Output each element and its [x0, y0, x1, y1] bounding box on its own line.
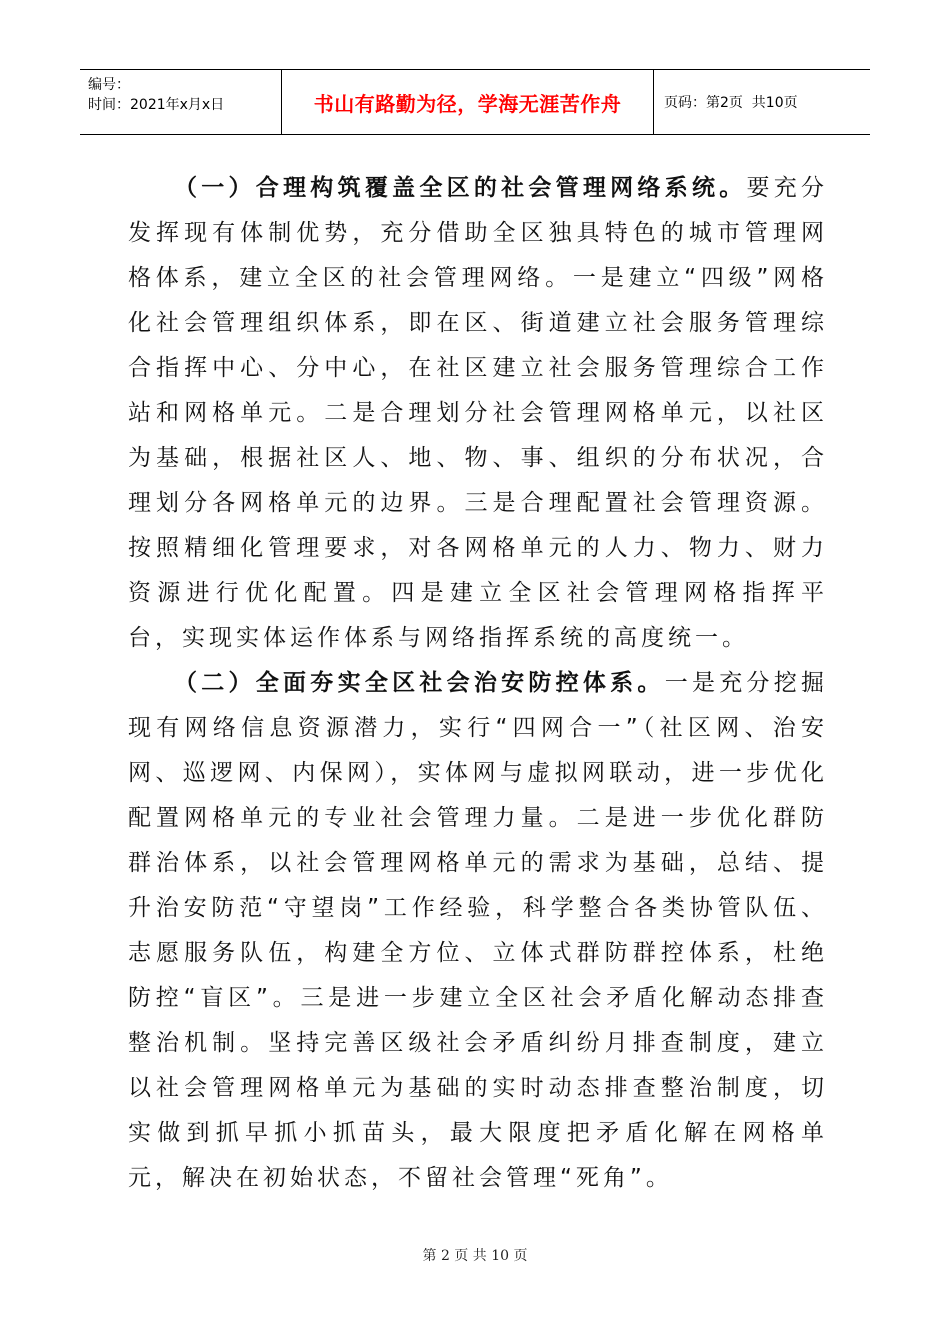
number-label: 编号：	[88, 77, 130, 93]
page-info-text: 页码：第2页 共10页	[664, 95, 798, 111]
paragraph-1-heading: （一）合理构筑覆盖全区的社会管理网络系统。	[174, 175, 747, 201]
time-label: 时间：2021年x月x日	[88, 97, 225, 113]
header-meta	[80, 70, 282, 134]
document-header	[80, 69, 870, 135]
header-page-info	[654, 70, 870, 134]
paragraph-1-text: 要充分发挥现有体制优势，充分借助全区独具特色的城市管理网格体系，建立全区的社会管理网络。一是建立“四级”网格化社会管理组织体系，即在区、街道建立社会服务管理综合指挥中心、分中心，在社区建立社会服务管理综合工作站和网格单元。二是合理划分社会管理网格单元，以社区为基础，根据社区人、地、物、事、组织的分布状况，合理划分各网格单元的边界。三是合理配置社会管理资源。按照精细化管理要求，对各网格单元的人力、物力、财力资源进行优化配置。四是建立全区社会管理网格指挥平台，实现实体运作体系与网络指挥系统的高度统一。	[128, 175, 829, 651]
paragraph-2-heading: （二）全面夯实全区社会治安防控体系。	[174, 670, 665, 696]
document-body	[128, 166, 828, 1201]
page-footer: 第 2 页 共 10 页	[422, 1248, 528, 1264]
paragraph-2-text: 一是充分挖掘现有网络信息资源潜力，实行“四网合一”（社区网、治安网、巡逻网、内保网），实体网与虚拟网联动，进一步优化配置网格单元的专业社会管理力量。二是进一步优化群防群治体系，以社会管理网格单元的需求为基础，总结、提升治安防范“守望岗”工作经验，科学整合各类协管队伍、志愿服务队伍，构建全方位、立体式群防群控体系，杜绝防控“盲区”。三是进一步建立全区社会矛盾化解动态排查整治机制。坚持完善区级社会矛盾纠纷月排查制度，建立以社会管理网格单元为基础的实时动态排查整治制度，切实做到抓早抓小抓苗头，最大限度把矛盾化解在网格单元，解决在初始状态，不留社会管理“死角”。	[128, 670, 829, 1191]
paragraph-1	[128, 166, 828, 661]
header-motto: 书山有路勤为径，学海无涯苦作舟	[282, 70, 654, 134]
paragraph-2	[128, 661, 828, 1201]
